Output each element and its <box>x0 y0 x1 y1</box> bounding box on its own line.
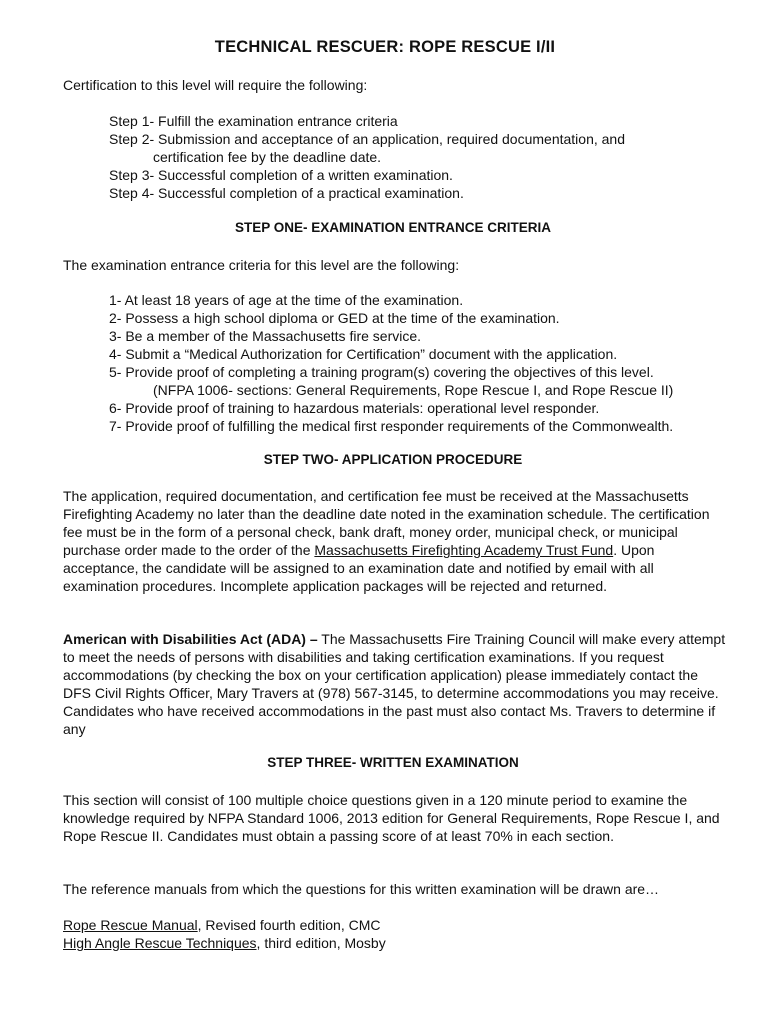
step-two-heading: STEP TWO- APPLICATION PROCEDURE <box>263 452 523 467</box>
list-item: Step 3- Successful completion of a written examination. <box>109 167 453 183</box>
list-item: 7- Provide proof of fulfilling the medical first responder requirements of the Commonwealth. <box>109 418 674 434</box>
written-exam-paragraph: This section will consist of 100 multiple choice questions given in a 120 minute period to examine the knowledge required by NFPA Standard 1006, 2013 edition for General Requirements, Rope Rescue I, and Rope Rescue II. Candidates must obtain a passing score of at least 70% in each section. <box>63 792 720 844</box>
page-title: TECHNICAL RESCUER: ROPE RESCUE I/II <box>214 38 556 56</box>
list-item: 3- Be a member of the Massachusetts fire service. <box>109 328 422 344</box>
intro-paragraph: Certification to this level will require the following: <box>63 77 368 93</box>
list-item: Step 1- Fulfill the examination entrance criteria <box>109 113 398 129</box>
list-item: 1- At least 18 years of age at the time of the examination. <box>109 292 464 308</box>
references-list <box>63 916 386 952</box>
application-paragraph <box>63 487 729 595</box>
reference-title: High Angle Rescue Techniques <box>63 935 257 951</box>
step-three-heading: STEP THREE- WRITTEN EXAMINATION <box>267 755 519 770</box>
list-item-continuation: (NFPA 1006- sections: General Requirements, Rope Rescue I, and Rope Rescue II) <box>153 382 674 398</box>
criteria-list <box>109 291 749 435</box>
reference-item <box>63 934 386 952</box>
reference-title: Rope Rescue Manual <box>63 917 198 933</box>
reference-details: , Revised fourth edition, CMC <box>197 917 381 933</box>
reference-details: , third edition, Mosby <box>256 935 386 951</box>
list-item-continuation: certification fee by the deadline date. <box>153 149 382 165</box>
ada-label: American with Disabilities Act (ADA) – <box>63 631 318 647</box>
list-item: 4- Submit a “Medical Authorization for Certification” document with the application. <box>109 346 618 362</box>
ada-paragraph <box>63 630 729 738</box>
steps-list <box>109 112 749 202</box>
list-item: Step 2- Submission and acceptance of an application, required documentation, and <box>109 131 626 147</box>
references-intro: The reference manuals from which the questions for this written examination will be drawn are… <box>63 881 660 897</box>
step-one-intro: The examination entrance criteria for this level are the following: <box>63 257 460 273</box>
ada-text: The Massachusetts Fire Training Council will make every attempt to meet the needs of persons with disabilities and taking certification examinations. If you request accommodations (by checking the box on your certification application) please immediately contact the DFS Civil Rights Officer, Mary Travers at (978) 567-3145, to determine accommodations you may receive. Candidates who have received accommodations in the past must also contact Ms. Travers to determine if any <box>63 631 726 737</box>
reference-item <box>63 916 386 934</box>
trust-fund-link[interactable]: Massachusetts Firefighting Academy Trust Fund <box>314 542 614 558</box>
list-item: 2- Possess a high school diploma or GED at the time of the examination. <box>109 310 560 326</box>
list-item: 5- Provide proof of completing a training program(s) covering the objectives of this level. <box>109 364 654 380</box>
application-text-end: . Upon acceptance, the candidate will be assigned to an examination date and notified by email with all examination procedures. Incomplete application packages will be rejected and returned. <box>63 542 655 594</box>
list-item: Step 4- Successful completion of a practical examination. <box>109 185 464 201</box>
step-one-heading: STEP ONE- EXAMINATION ENTRANCE CRITERIA <box>234 220 552 235</box>
list-item: 6- Provide proof of training to hazardous materials: operational level responder. <box>109 400 600 416</box>
application-text-start: The application, required documentation, and certification fee must be received at the Massachusetts Firefighting Academy no later than the deadline date noted in the examination schedule. The certification fee must be in the form of a personal check, bank draft, money order, municipal check, or municipal purchase order made to the order of the <box>63 488 710 558</box>
